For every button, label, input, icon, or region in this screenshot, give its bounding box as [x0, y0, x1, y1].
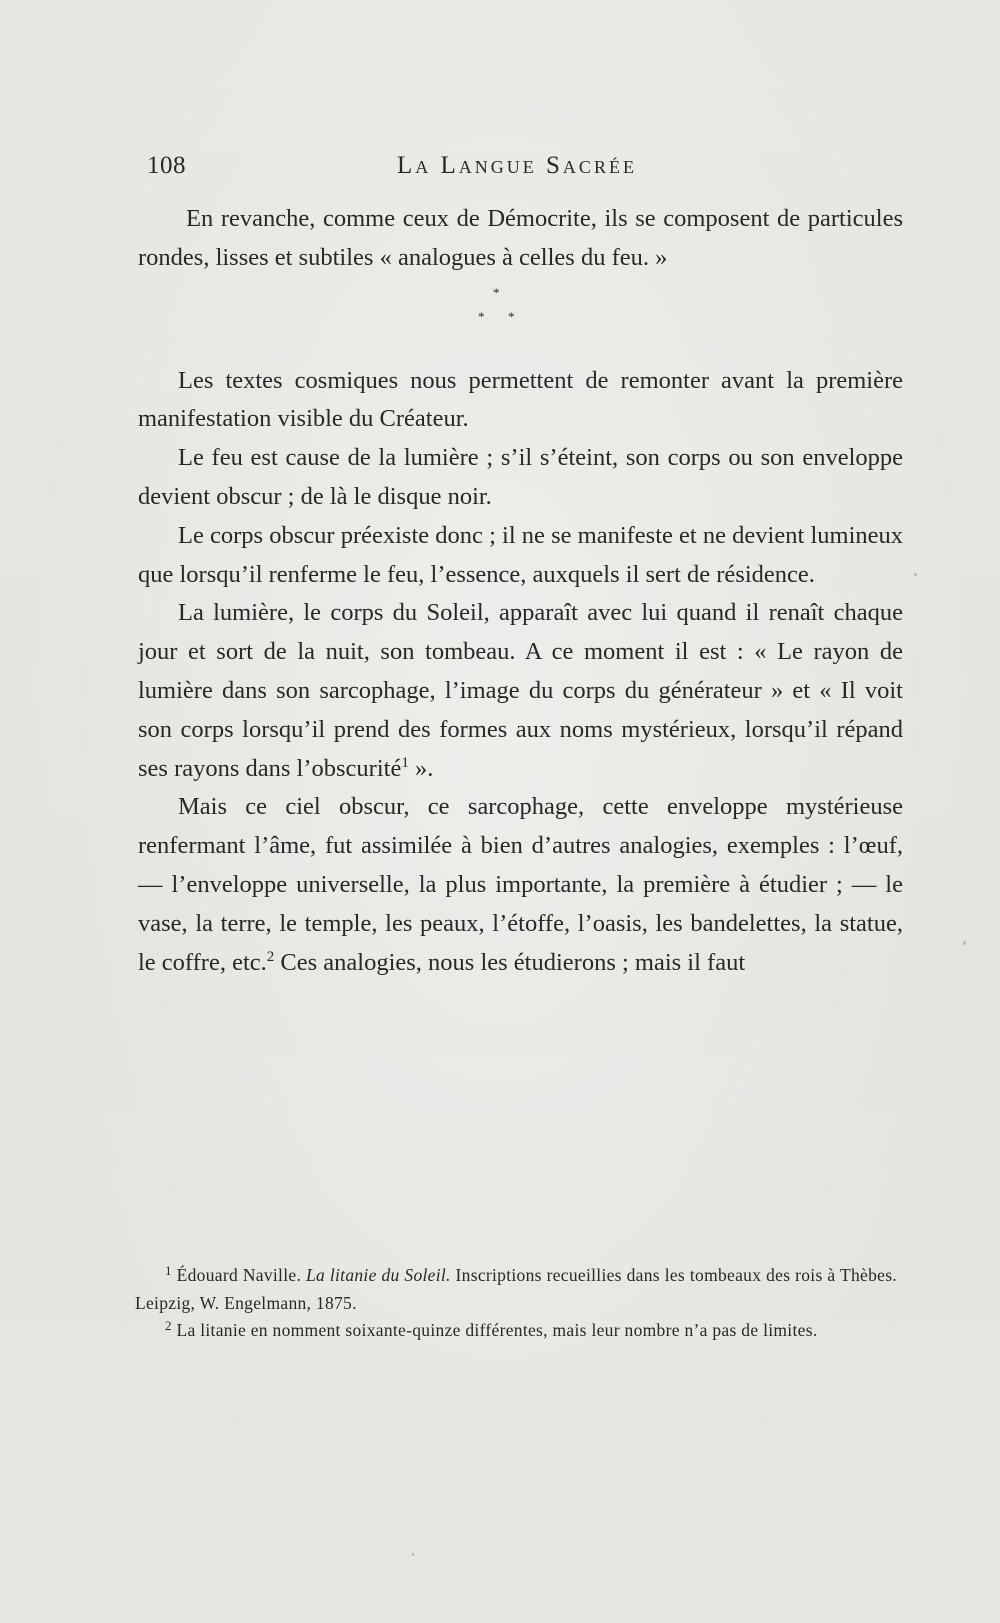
footnote-2-mark: 2: [165, 1318, 172, 1333]
page-number: 108: [147, 152, 186, 179]
asterism-star-right: *: [508, 308, 515, 324]
asterism-star-left: *: [478, 308, 485, 324]
paragraph-5-text: La lumière, le corps du Soleil, apparaît avec lui quand il renaît chaque jour et sort de la nuit, son tombeau. A ce moment il est : « Le rayon de lumière dans son sarcophage, l’image du corps du générateur » et « Il voit son corps lorsqu’il prend des formes aux noms mystérieux, lorsqu’il répand ses rayons dans l’obscurité: [138, 599, 903, 782]
asterism-star-top: *: [493, 284, 500, 300]
paragraph-5: [138, 594, 903, 788]
footnote-1-author: Édouard Naville.: [171, 1265, 306, 1285]
footnote-1-title: La litanie du Soleil.: [305, 1265, 451, 1285]
footnote-2-text: La litanie en nomment soixante-quinze différentes, mais leur nombre n’a pas de limites.: [171, 1320, 818, 1340]
paper-speck: [914, 573, 917, 576]
paragraph-3: Le feu est cause de la lumière ; s’il s’éteint, son corps ou son enveloppe devient obscur ; de là le disque noir.: [138, 444, 903, 510]
footnote-ref-2: 2: [266, 948, 275, 965]
footnote-1: [135, 1262, 897, 1317]
footnote-ref-1: 1: [401, 754, 409, 771]
paragraph-6: [138, 788, 903, 982]
running-title: La Langue Sacrée: [397, 152, 637, 179]
page-header: [139, 148, 899, 188]
paragraph-5-end: ».: [408, 754, 434, 782]
paragraph-1: En revanche, comme ceux de Démocrite, ils se composent de particules rondes, lisses et subtiles « analogues à celles du feu. »: [138, 205, 903, 271]
paper-speck: [963, 941, 966, 945]
paragraph-6-text: Mais ce ciel obscur, ce sarcophage, cette enveloppe mystérieuse renfermant l’âme, fut assimilée à bien d’autres analogies, exemples : l’œuf, — l’enveloppe universelle, la plus importante, la première à étudier ; — le vase, la terre, le temple, les peaux, l’étoffe, l’oasis, les bandelettes, la statue, le coffre, etc.: [138, 793, 903, 976]
paragraph-2: Les textes cosmiques nous permettent de remonter avant la première manifestation visible du Créateur.: [138, 366, 903, 433]
body-text: [138, 200, 903, 982]
footnotes: [135, 1262, 897, 1345]
footnote-1-mark: 1: [165, 1263, 172, 1278]
footnote-2: [135, 1317, 897, 1345]
paragraph-6-end: Ces analogies, nous les étudierons ; mais il faut: [274, 948, 746, 976]
footnote-1-rest: Inscriptions recueillies dans les tombeaux des rois à Thèbes. Leipzig, W. Engelmann, 1875.: [135, 1265, 897, 1313]
asterism: [471, 286, 531, 334]
paragraph-4: Le corps obscur préexiste donc ; il ne se manifeste et ne devient lumineux que lorsqu’il renferme le feu, l’essence, auxquels il sert de résidence.: [138, 521, 903, 588]
paper-speck: [412, 1553, 414, 1556]
